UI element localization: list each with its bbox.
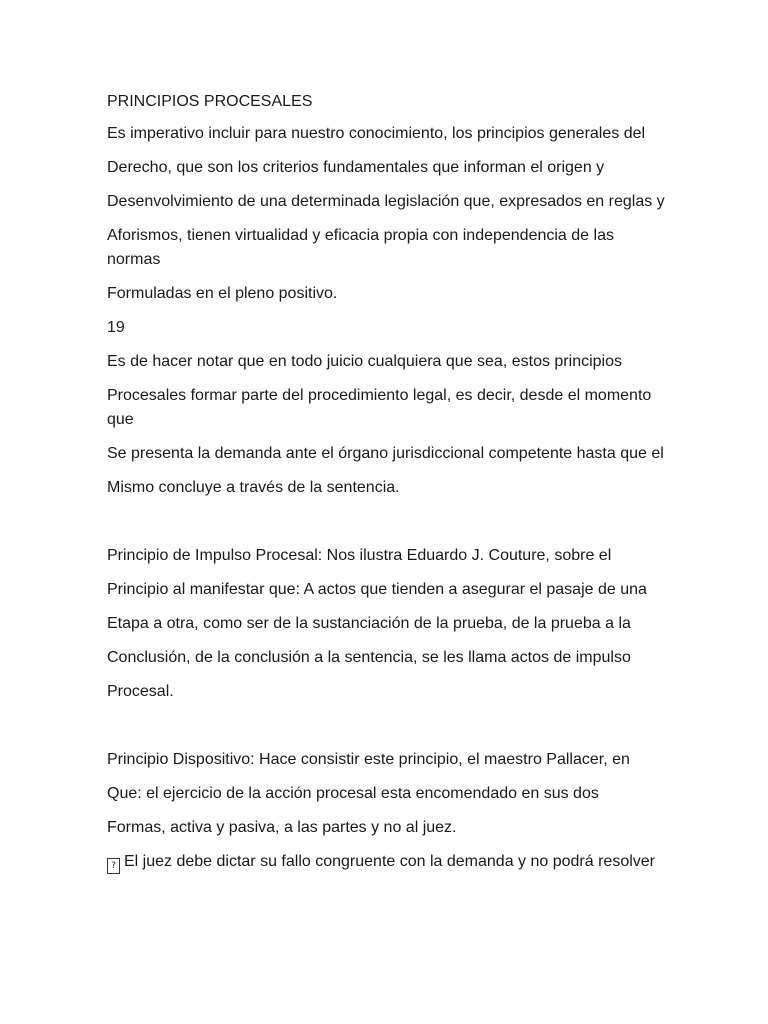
paragraph-spacer	[107, 510, 667, 544]
document-body	[107, 90, 667, 874]
paragraph-line: Es imperativo incluir para nuestro conocimiento, los principios generales del	[107, 125, 646, 142]
document-title: PRINCIPIOS PROCESALES	[107, 93, 313, 110]
missing-glyph-icon: ?	[107, 858, 120, 874]
paragraph-line: Aforismos, tienen virtualidad y eficacia propia con independencia de las normas	[107, 227, 614, 268]
paragraph-spacer	[107, 714, 667, 748]
paragraph-line: Formuladas en el pleno positivo.	[107, 285, 338, 302]
paragraph-line: Procesales formar parte del procedimiento legal, es decir, desde el momento que	[107, 387, 652, 428]
paragraph-line: Mismo concluye a través de la sentencia.	[107, 479, 400, 496]
paragraph-line: Principio Dispositivo: Hace consistir este principio, el maestro Pallacer, en	[107, 751, 630, 768]
paragraph-line: Principio al manifestar que: A actos que tienden a asegurar el pasaje de una	[107, 581, 647, 598]
page-number: 19	[107, 319, 125, 336]
paragraph-line: Se presenta la demanda ante el órgano jurisdiccional competente hasta que el	[107, 445, 664, 462]
paragraph-line: Procesal.	[107, 683, 174, 700]
paragraph-line: Formas, activa y pasiva, a las partes y no al juez.	[107, 819, 457, 836]
paragraph-line: Desenvolvimiento de una determinada legislación que, expresados en reglas y	[107, 193, 665, 210]
paragraph-line: Etapa a otra, como ser de la sustanciación de la prueba, de la prueba a la	[107, 615, 631, 632]
bullet-text: El juez debe dictar su fallo congruente con la demanda y no podrá resolver	[124, 853, 655, 870]
paragraph-line: Principio de Impulso Procesal: Nos ilustra Eduardo J. Couture, sobre el	[107, 547, 612, 564]
paragraph-line: Derecho, que son los criterios fundamentales que informan el origen y	[107, 159, 605, 176]
paragraph-line: Que: el ejercicio de la acción procesal esta encomendado en sus dos	[107, 785, 599, 802]
paragraph-line: Conclusión, de la conclusión a la sentencia, se les llama actos de impulso	[107, 649, 631, 666]
bullet-item	[107, 850, 667, 874]
paragraph-line: Es de hacer notar que en todo juicio cualquiera que sea, estos principios	[107, 353, 622, 370]
